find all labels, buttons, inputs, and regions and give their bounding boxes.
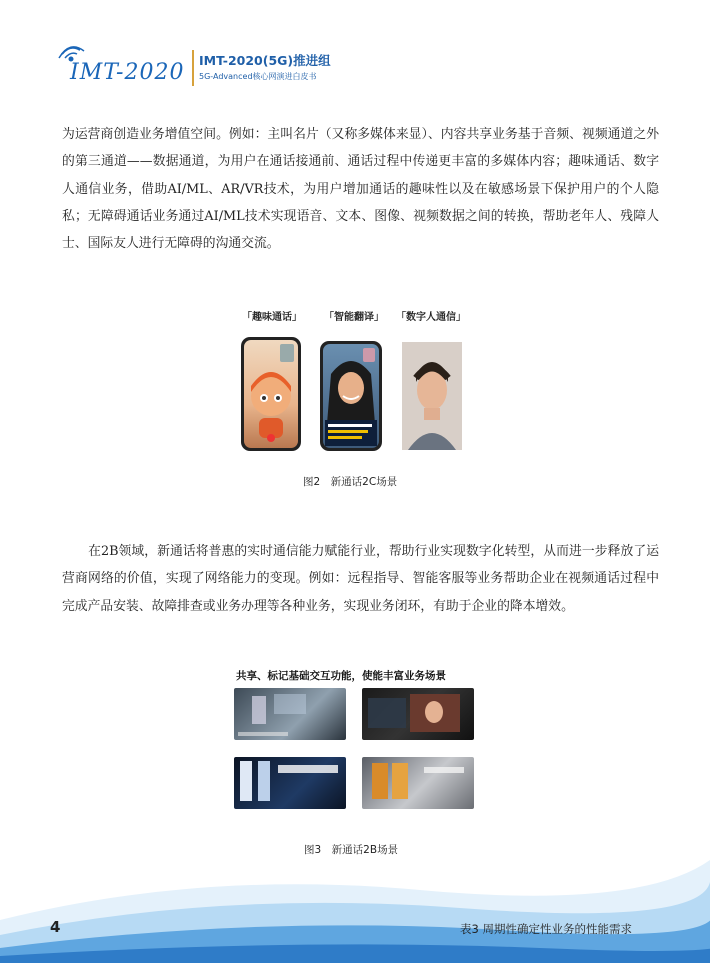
figure2-caption: 图2 新通话2C场景 [303, 476, 398, 488]
digital-human-panel [402, 342, 462, 450]
header-divider [192, 50, 194, 86]
phone-translation [320, 341, 382, 451]
digital-human-image [402, 342, 462, 450]
figure3-title: 共享、标记基础交互功能，使能丰富业务场景 [236, 670, 446, 682]
footer-wave-decoration [0, 860, 710, 963]
phone-fun-call [241, 337, 301, 451]
figure-2B-scenarios [226, 662, 482, 807]
translation-video-image [323, 344, 379, 448]
scenario-tile-smart-service [362, 688, 474, 740]
figure2-label-digital-human: 「数字人通信」 [396, 312, 466, 323]
body-paragraph-1: 为运营商创造业务增值空间。例如：主叫名片（又称多媒体来显）、内容共享业务基于音频、视频通道之外的第三通道——数据通道，为用户在通话接通前、通话过程中传递更丰富的多媒体内容；趣味通话、数字人通信业务，借助AI/ML、AR/VR技术，为用户增加通话的趣味性以及在敏感场景下保护用户的个人隐私；无障碍通话业务通过AI/ML技术实现语音、文本、图像、视频数据之间的转换，帮助老年人、残障人士、国际友人进行无障碍的沟通交流。 [62, 127, 659, 252]
figure3-caption: 图3 新通话2B场景 [304, 844, 399, 856]
page-header [0, 0, 710, 110]
scenario-tile-remote-guide [234, 688, 346, 740]
figure-2C-scenarios [236, 296, 476, 460]
figure2-label-translation: 「智能翻译」 [324, 312, 384, 323]
header-title: IMT-2020(5G)推进组 [199, 53, 331, 68]
cartoon-avatar-image [244, 340, 298, 448]
body-paragraph-2 [62, 538, 659, 620]
header-subtitle: 5G-Advanced核心网演进白皮书 [199, 72, 317, 81]
figure2-label-fun-call: 「趣味通话」 [242, 312, 302, 323]
logo-text: IMT-2020 [70, 60, 185, 85]
footer-table-title: 表3 周期性确定性业务的性能需求 [460, 922, 632, 936]
scenario-tile-business-handling [362, 757, 474, 809]
scenario-tile-troubleshoot [234, 757, 346, 809]
page-number: 4 [50, 918, 61, 936]
body-paragraph-2-text: 在2B领域，新通话将普惠的实时通信能力赋能行业，帮助行业实现数字化转型，从而进一步释放了运营商网络的价值，实现了网络能力的变现。例如：远程指导、智能客服等业务帮助企业在视频通话过程中完成产品安装、故障排查或业务办理等各种业务，实现业务闭环，有助于企业的降本增效。 [62, 544, 659, 614]
